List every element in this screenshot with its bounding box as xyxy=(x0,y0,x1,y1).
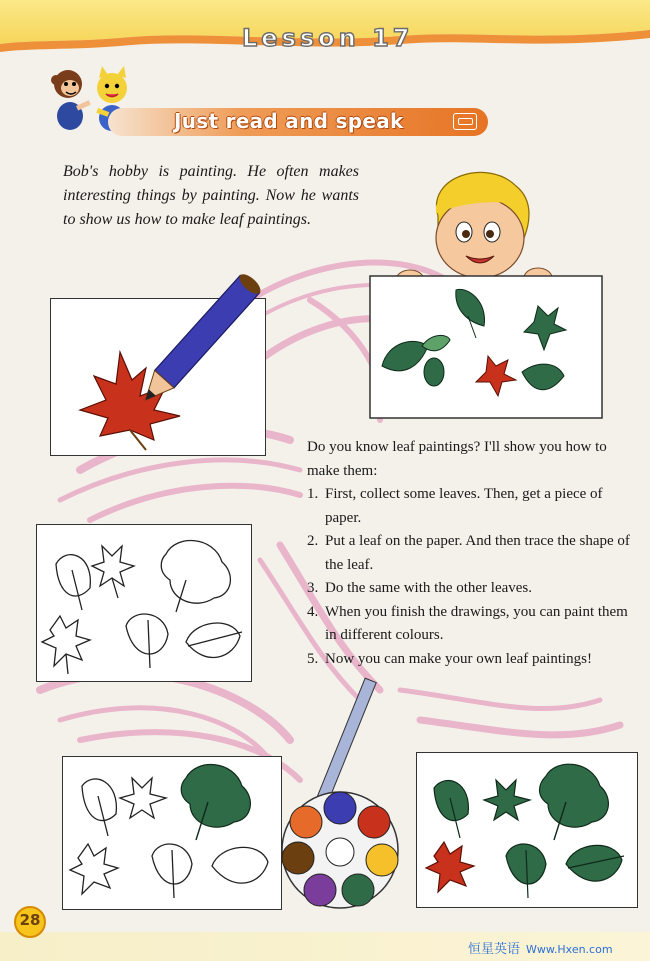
watermark-url: Www.Hxen.com xyxy=(526,943,613,956)
lesson-title xyxy=(0,24,650,64)
step-text: Now you can make your own leaf paintings! xyxy=(325,650,593,667)
section-title: Just read and speak xyxy=(174,109,404,133)
step-number: 2. xyxy=(307,533,319,549)
step-text: Put a leaf on the paper. And then trace the shape of the leaf. xyxy=(325,533,630,573)
intro-paragraph: Bob's hobby is painting. He often makes interesting things by painting. Now he wants to show us how to make leaf paintings. xyxy=(63,163,359,228)
step-item xyxy=(307,577,637,601)
instructions-lead: Do you know leaf paintings? I'll show you how to make them: xyxy=(307,439,607,479)
step-text: When you finish the drawings, you can paint them in different colours. xyxy=(325,603,628,643)
traced-leaf-outlines-illustration xyxy=(36,524,252,682)
page-number: 28 xyxy=(19,911,41,929)
step-item xyxy=(307,483,637,530)
step-item xyxy=(307,530,637,577)
instructions-block xyxy=(307,436,637,671)
lesson-title-text: Lesson 17 xyxy=(242,24,414,52)
pencil-tracing-illustration xyxy=(50,254,290,458)
cassette-icon[interactable] xyxy=(453,113,477,130)
step-number: 3. xyxy=(307,580,319,596)
partly-painted-leaves-illustration xyxy=(62,756,282,910)
step-number: 1. xyxy=(307,486,319,502)
step-item xyxy=(307,601,637,648)
step-text: Do the same with the other leaves. xyxy=(325,580,533,596)
paint-palette-illustration xyxy=(270,672,420,914)
step-number: 5. xyxy=(307,650,319,667)
watermark xyxy=(468,938,613,957)
step-number: 4. xyxy=(307,603,319,620)
watermark-brand: 恒星英语 xyxy=(468,942,521,957)
boy-with-leaf-painting-illustration xyxy=(368,166,604,422)
step-item xyxy=(307,648,637,672)
step-text: First, collect some leaves. Then, get a piece of paper. xyxy=(325,486,603,526)
painted-leaves-illustration xyxy=(416,752,638,908)
